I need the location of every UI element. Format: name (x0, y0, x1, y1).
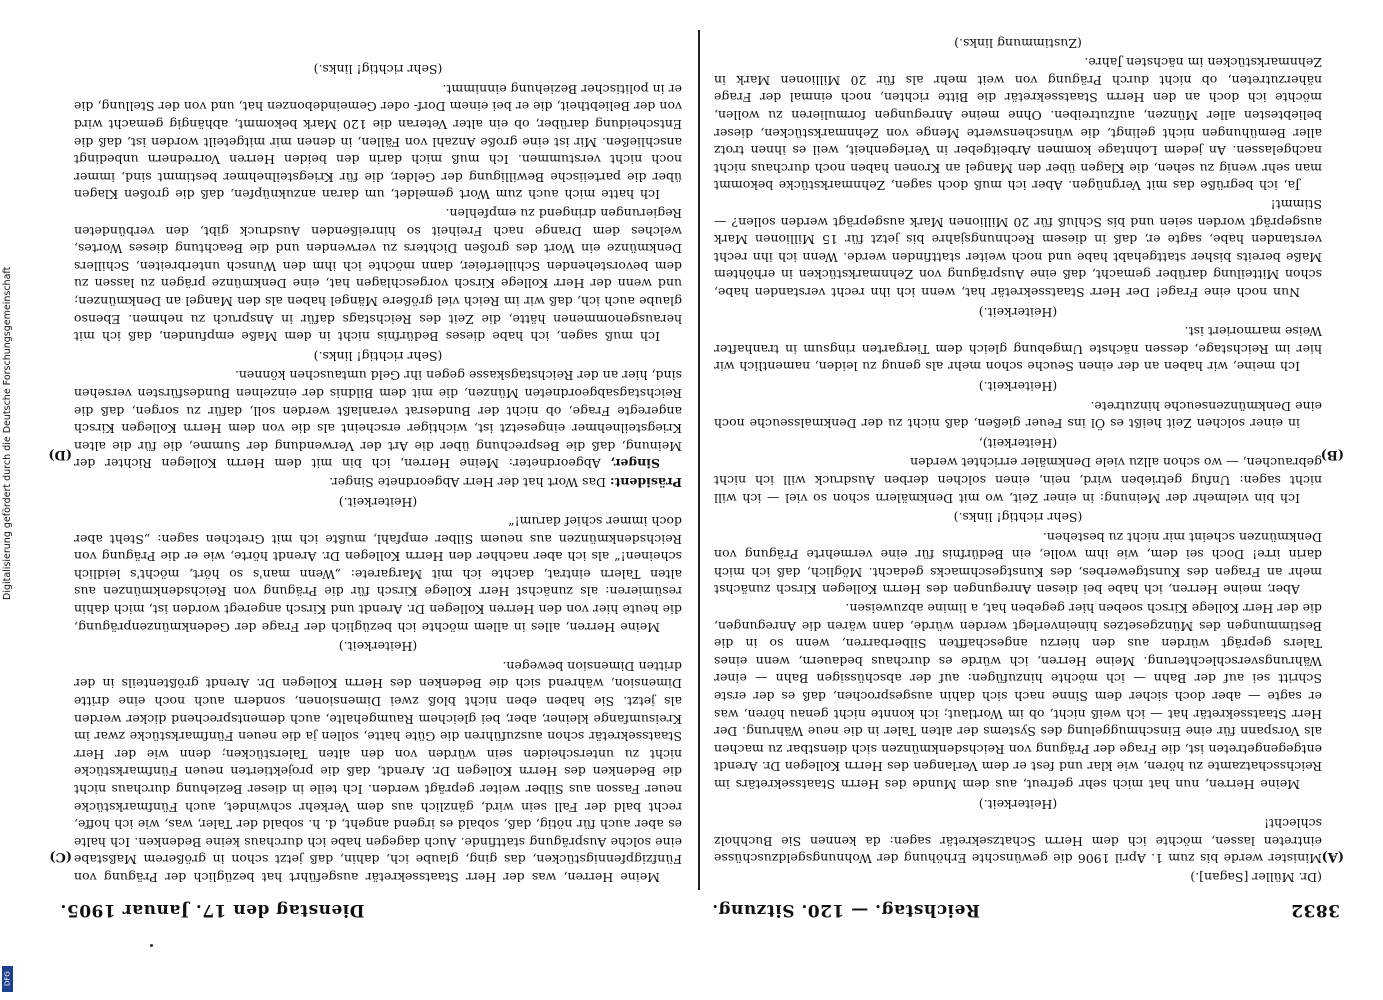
paragraph-text: Ja, ich begrüße das mit Vergnügen. Aber ich muß doch sagen, Zehnmarkstücke bekommt man sehr wenig zu sehen, die Klagen über den Mangel an Kronen haben noch durchaus nicht nachgelassen. An jedem Lohntage kommen Arbeitgeber in Verlegenheit, weil es ihnen trotz aller Bemühungen nicht gelingt, die wünschenswerte Menge von Zehnmarkstücken, dieser beliebtesten aller Münzen, aufzutreiben. Ohne meine Anregungen formulieren zu wollen, möchte ich doch an den Herrn Staatssekretär die Bitte richten, noch einmal der Frage näherzutreten, ob nicht durch Prägung von weit mehr als für 20 Millionen Mark in Zehnmarkstücken im nächsten Jahre. (714, 55, 1322, 194)
paragraph-text: Ich muß sagen, ich habe dieses Bedürfnis nicht in dem Maße empfunden, daß ich mit herausgenommenen hätte, die Zeit des Reichstags dafür in Anspruch zu nehmen. Ebenso glaube auch ich, daß wir im Reich viel größere Mängel haben als den Mangel an Denkmünzen; und wenn der Herr Kollege Kirsch vorgeschlagen hat, eine Denkmünze prägen zu lassen zu dem bevorstehenden Schillerfeier, dann möchte ich ihm den Wunsch unterbreiten, Schillers Denkmünze ein Wort des großen Dichters zu verwenden und die Beachtung dieses Wortes, welches dem Drange nach Freiheit so hinreißenden Ausdruck gibt, den verbündeten Regierungen dringend zu empfehlen. (74, 206, 682, 345)
interjection (714, 795, 1322, 813)
interjection (714, 34, 1322, 52)
speaker-name: Präsident: (609, 474, 682, 490)
page-number: 3832 (1290, 900, 1340, 920)
paragraph (714, 195, 1322, 301)
margin-marker-c: (C) (49, 849, 72, 864)
page-header (60, 898, 1340, 920)
paragraph-text: (Sehr richtig! links.) (313, 348, 443, 364)
paragraph-text: (Heiterkeit), (978, 435, 1058, 451)
paragraph-text: Meine Herren, was der Herr Staatssekretär ausgeführt hat bezüglich der Prägung von Fünfzigpfennigstücken, das ging, glaube ich, dahin, daß jetzt schon in größerem Maßstabe eine solche Ausprägung stattfinde. Auch dagegen habe ich durchaus keine Bedenken. Ich halte es aber auch für nötig, daß, sobald es irgend angeht, d. h. sobald der Taler, was, wie ich hoffe, recht bald der Fall sein wird, gänzlich aus dem Verkehr schwindet, auch Fünfmarkstücke neuer Fasson aus Silber weiter geprägt werden. Ich teile in dieser Beziehung durchaus nicht die Bedenken des Herrn Kollegen Dr. Arendt, daß die projektierten neuen Fünfmarkstücke nicht zu unterscheiden sein würden von den alten Talerstücken; denn wie der Herr Staatssekretär schon auszuführen die Güte hatte, sollen ja die neuen Fünfmarkstücke zwar im Kreisumfange kleiner, aber, bei gleichem Raumgehalte, auch dementsprechend dicker werden als jetzt. Sie haben eben nicht bloß zwei Dimensionen, sondern auch noch eine dritte Dimension, während sich die Bedenken des Herrn Kollegen Dr. Arendt größtenteils in der dritten Dimension bewegen. (74, 658, 682, 885)
digitization-note: Digitalisierung gefördert durch die Deutsche Forschungsgemeinschaft (2, 266, 13, 600)
paragraph (74, 473, 682, 491)
paragraph (74, 657, 682, 886)
paragraph-text: Das Wort hat der Herr Abgeordnete Singer. (329, 474, 606, 490)
paragraph-text: Aber, meine Herren, ich habe bei diesen Anregungen des Herrn Kollegen Kirsch zunächst mehr an Fragen des Kunstgewerbes, des Kunstgeschmacks gedacht. Möglich, daß ich mich darin irre! Doch sei dem, wie ihm wolle, ein Bedürfnis für eine vermehrte Prägung von Denkmünzen scheint mir nicht zu bestehen. (714, 529, 1322, 598)
column-divider (698, 30, 700, 890)
paragraph (714, 528, 1322, 598)
paragraph-text: Meine Herren, nun hat mich sehr gefreut, aus dem Munde des Herrn Staatssekretärs im Reichsschatzamte zu hören, wie klar und fest er dem Verlangen des Herrn Kollegen Dr. Arendt entgegengetreten ist, die Frage der Prägung von Reichsdenkmünzen sich dienstbar zu machen als Vorspann für eine Einschmuggelung des Systems der alten Taler in die neue Währung. Der Herr Staatssekretär hat — ich weiß nicht, ob im Wortlaut; ich konnte nicht genau hören, was er sagte — aber doch sicher dem Sinne nach sich dahin ausgesprochen, daß es der erste Schritt sei auf der Bahn — ich möchte hinzufügen: auf der abschüssigen Bahn — einer Währungsverschlechterung. Meine Herren, ich würde es durchaus bedauern, wenn eines Talers geprägt würden aus den hierzu angeschafften Silberbarren, wenn so in die Bestimmungen des Münzgesetzes hineinverlegt werden würde, dann wären die Anregungen, die der Herr Kollege Kirsch soeben hier gegeben hat, a limine abzuweisen. (714, 601, 1322, 793)
paragraph-text: in einer solchen Zeit heißt es Öl ins Feuer gießen, daß nicht zu der Denkmalsseuche noch eine Denkmünzenseuche hinzutrete. (714, 398, 1322, 432)
paragraph-text: Meine Herren, alles in allem möchte ich bezüglich der Frage der Gedenkmünzenprägung, die heute hier von den Herren Kollegen Dr. Arendt und Kirsch angeregt worden ist, mich dahin resümieren: als zunächst Herr Kollege Kirsch für die Prägung von Reichsdenkmünzen aus alten Talern eintrat, dachte ich mit Margarete: „Wenn man's so hört, möcht's leidlich scheinen!“ als ich aber nachher den Herrn Kollegen Dr. Arendt hörte, wie er die Prägung von Reichsdenkmünzen aus neuem Silber empfahl, mußte ich mit Gretchen sagen: „Steht aber doch immer schief darum!“ (74, 514, 682, 635)
interjection (714, 434, 1322, 452)
rotated-page (48, 20, 1344, 920)
paragraph-text: (Heiterkeit.) (978, 378, 1058, 394)
paragraph-text: (Heiterkeit.) (338, 639, 418, 655)
interjection (74, 61, 682, 79)
right-column (74, 26, 682, 886)
dfg-logo: DFG (2, 966, 13, 992)
paragraph (714, 54, 1322, 195)
paragraph-text: Nun noch eine Frage! Der Herr Staatssekretär hat, wenn ich ihn recht verstanden habe, schon Mitteilung darüber gemacht, daß eine Ausprägung von Zehnmarkstücken in erhöhtem Maße bereits bisher stattgehabt habe und noch weiter stattfinden werde. Wenn ich ihn recht verstanden habe, sagte er, daß in diesem Rechnungsjahre bis jetzt für 15 Millionen Mark ausgeprägt worden seien und bis Schluß für 20 Millionen Mark ausgeprägt werden sollen? — Stimmt! (714, 197, 1322, 300)
paragraph-text: Minister werde bis zum 1. April 1906 die gewünschte Erhöhung der Wohnungsgeldzuschüsse eintreten lassen, möchte ich dem Herrn Schatzsekretär sagen: da kennen Sie Buchholz schlecht! (714, 816, 1322, 867)
interjection (714, 377, 1322, 395)
paragraph (74, 204, 682, 345)
paragraph-text: (Sehr richtig! links.) (313, 62, 443, 78)
paragraph (714, 397, 1322, 432)
paragraph-text: Ich hatte mich auch zum Wort gemeldet, um daran anzuknüpfen, daß die großen Klagen über die parteiische Bewilligung der Gelder, die für Kriegsteilnehmer bestimmt sind, immer noch nicht verstummen. Ich muß mich darin den beiden Herren Vorrednern unbedingt anschließen. Mir ist eine große Anzahl von Fällen, in denen mir mitgeteilt worden ist, daß die Entscheidung darüber, ob ein alter Veteran die 120 Mark bekommt, abhängig gemacht wird von der Beliebtheit, die er bei einem Dorf- oder Gemeindebonzen hat, und von der Stellung, die er in politischer Beziehung einnimmt. (74, 81, 682, 203)
paragraph (74, 513, 682, 636)
paragraph-text: (Zustimmung links.) (954, 35, 1082, 51)
paragraph (714, 868, 1322, 886)
interjection (74, 493, 682, 511)
paragraph-text: (Heiterkeit.) (978, 796, 1058, 812)
paragraph-text: (Heiterkeit.) (978, 304, 1058, 320)
interjection (74, 638, 682, 656)
paragraph-text: Ich meine, wir haben an der einen Seuche schon mehr als genug zu leiden, namentlich wir hier im Reichstage, dessen nächste Umgebung gleich dem Tiergarten ringsum in tranhafter Weise marmoriert ist. (714, 324, 1322, 375)
interjection (74, 347, 682, 365)
paragraph-text: Ich bin vielmehr der Meinung: in einer Zeit, wo mit Denkmälern schon so viel — ich will nicht sagen: Unfug getrieben wird, nein, einen solchen derben Ausdruck will ich nicht gebrauchen, — wo schon allzu viele Denkmäler errichtet werden (714, 455, 1322, 506)
session-date: Dienstag den 17. Januar 1905. (60, 900, 365, 920)
interjection (714, 509, 1322, 527)
left-column (714, 26, 1322, 886)
paragraph (714, 323, 1322, 376)
paragraph (714, 454, 1322, 507)
paragraph (74, 80, 682, 203)
margin-marker-d: (D) (48, 447, 72, 462)
paragraph-text: Abgeordneter: Meine Herren, ich bin mit dem Herrn Kollegen Richter der Meinung, daß die Besprechung über die Art der Verwendung der Summe, die für die alten Kriegsteilnehmer eingesetzt ist, wichtiger erscheint als die von dem Herrn Kollegen Kirsch angeregte Frage, ob nicht der Bundesrat veranlaßt werden soll, dafür zu sorgen, daß die Reichstagsabgeordneten Münzen, die mit dem Bildnis der einzelnen Bundesfürsten versehen sind, hier an der Reichstagskasse gegen ihr Geld umtauschen können. (74, 368, 682, 472)
paragraph (74, 367, 682, 473)
interjection (714, 303, 1322, 321)
session-title: Reichstag. — 120. Sitzung. (711, 900, 980, 920)
speaker-name: Singer, (610, 456, 660, 472)
paragraph-text: (Sehr richtig! links.) (953, 510, 1083, 526)
margin-marker-b: (B) (1320, 447, 1344, 462)
paragraph (714, 815, 1322, 868)
margin-marker-a: (A) (1321, 849, 1344, 864)
paragraph-text: (Heiterkeit.) (338, 494, 418, 510)
paragraph-text: (Dr. Müller [Sagan].) (1190, 870, 1322, 885)
speck (150, 944, 153, 947)
paragraph (714, 600, 1322, 794)
